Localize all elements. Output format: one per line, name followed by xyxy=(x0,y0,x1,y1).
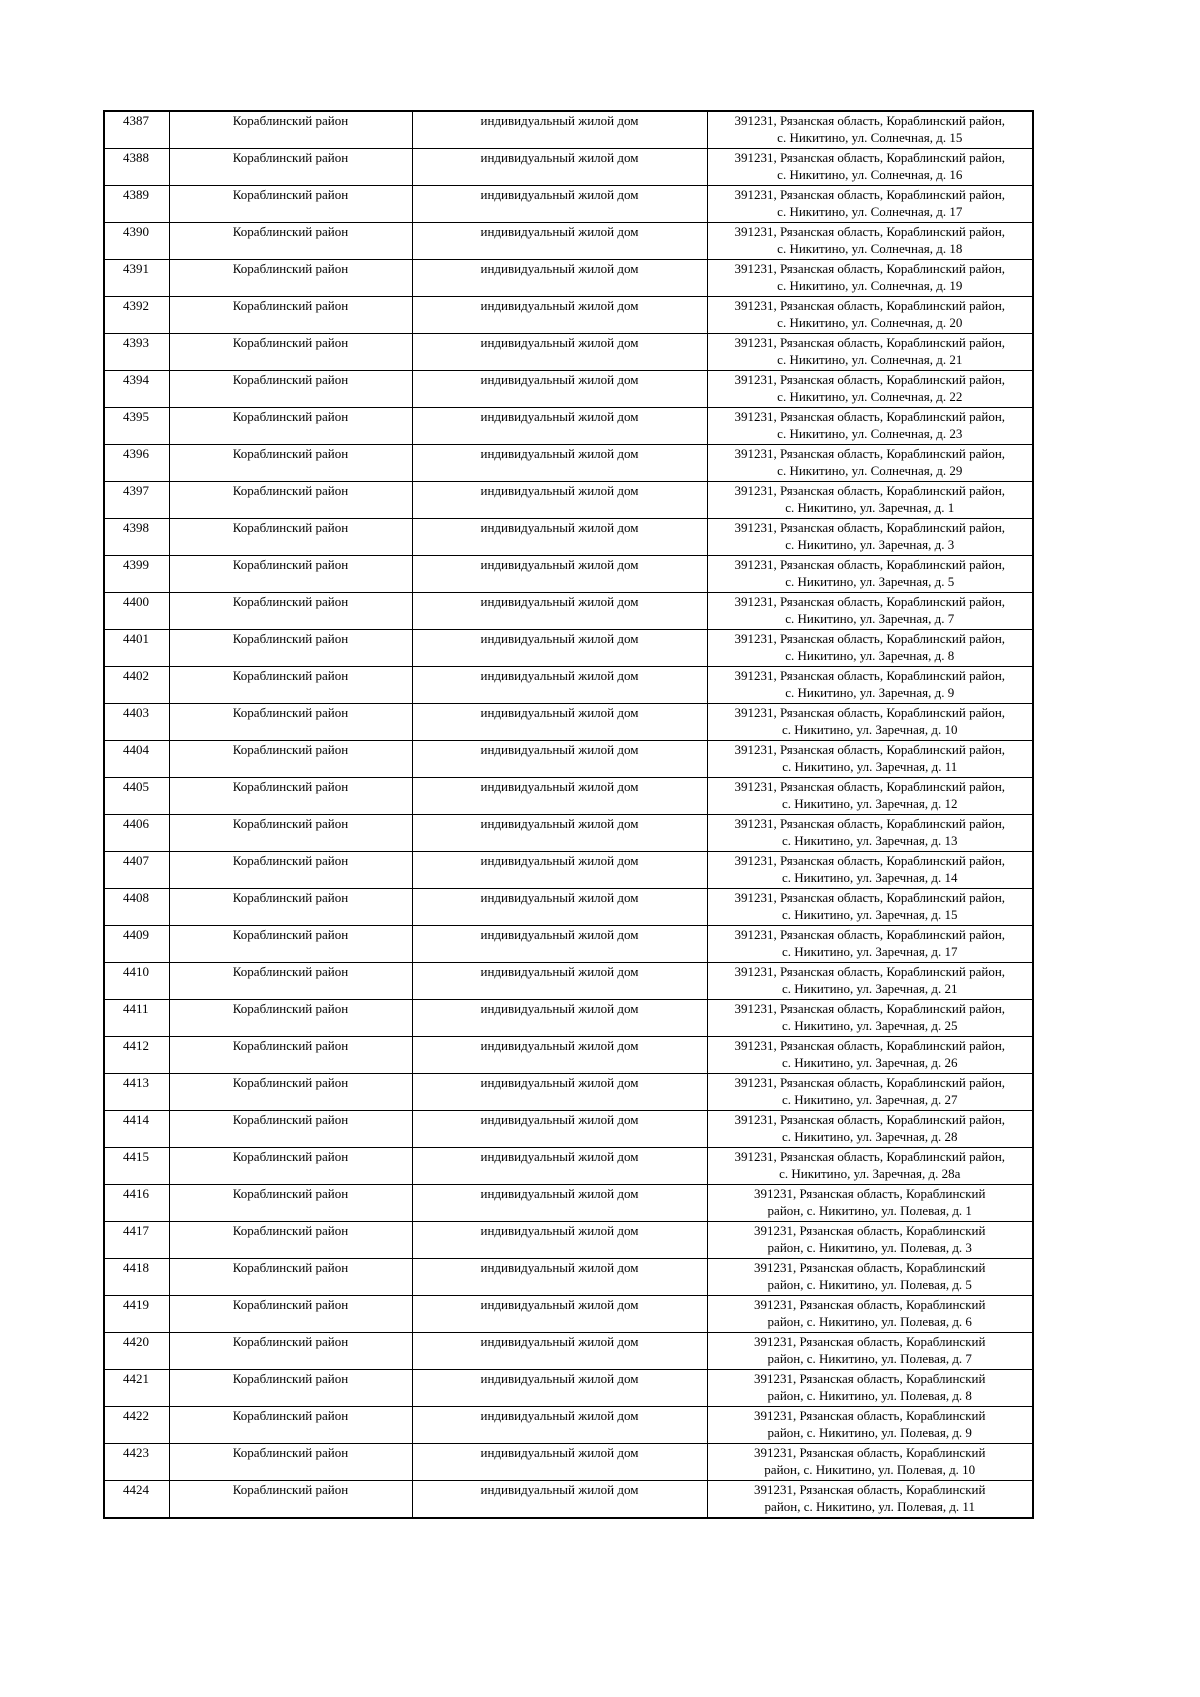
address-line-2: с. Никитино, ул. Солнечная, д. 18 xyxy=(777,241,963,256)
address-cell xyxy=(707,741,1033,778)
row-number: 4416 xyxy=(104,1185,169,1222)
row-number: 4407 xyxy=(104,852,169,889)
address-line-1: 391231, Рязанская область, Кораблинский район, xyxy=(734,1001,1006,1016)
address-line-2: с. Никитино, ул. Заречная, д. 1 xyxy=(785,500,955,515)
table-row xyxy=(104,1370,1033,1407)
address-cell xyxy=(707,778,1033,815)
address-line-2: с. Никитино, ул. Заречная, д. 17 xyxy=(782,944,958,959)
row-number: 4396 xyxy=(104,445,169,482)
address-cell xyxy=(707,630,1033,667)
table-row xyxy=(104,593,1033,630)
address-line-2: с. Никитино, ул. Заречная, д. 5 xyxy=(785,574,955,589)
address-line-2: с. Никитино, ул. Солнечная, д. 16 xyxy=(777,167,963,182)
address-line-2: район, с. Никитино, ул. Полевая, д. 9 xyxy=(767,1425,972,1440)
row-number: 4424 xyxy=(104,1481,169,1519)
object-type-cell: индивидуальный жилой дом xyxy=(412,1185,707,1222)
address-line-1: 391231, Рязанская область, Кораблинский район, xyxy=(734,261,1006,276)
address-line-2: с. Никитино, ул. Заречная, д. 9 xyxy=(785,685,955,700)
address-cell xyxy=(707,1407,1033,1444)
address-line-1: 391231, Рязанская область, Кораблинский район, xyxy=(734,187,1006,202)
district-cell: Кораблинский район xyxy=(169,704,412,741)
object-type-cell: индивидуальный жилой дом xyxy=(412,1000,707,1037)
address-line-1: 391231, Рязанская область, Кораблинский район, xyxy=(734,409,1006,424)
address-cell xyxy=(707,1111,1033,1148)
row-number: 4403 xyxy=(104,704,169,741)
table-row xyxy=(104,556,1033,593)
address-cell xyxy=(707,186,1033,223)
district-cell: Кораблинский район xyxy=(169,926,412,963)
object-type-cell: индивидуальный жилой дом xyxy=(412,556,707,593)
table-row xyxy=(104,1148,1033,1185)
row-number: 4408 xyxy=(104,889,169,926)
address-line-1: 391231, Рязанская область, Кораблинский район, xyxy=(734,1038,1006,1053)
row-number: 4402 xyxy=(104,667,169,704)
object-type-cell: индивидуальный жилой дом xyxy=(412,1111,707,1148)
district-cell: Кораблинский район xyxy=(169,482,412,519)
address-cell xyxy=(707,482,1033,519)
row-number: 4409 xyxy=(104,926,169,963)
table-row xyxy=(104,334,1033,371)
address-line-2: с. Никитино, ул. Заречная, д. 8 xyxy=(785,648,955,663)
address-line-2: с. Никитино, ул. Заречная, д. 11 xyxy=(782,759,958,774)
address-cell xyxy=(707,593,1033,630)
object-type-cell: индивидуальный жилой дом xyxy=(412,186,707,223)
object-type-cell: индивидуальный жилой дом xyxy=(412,1259,707,1296)
row-number: 4400 xyxy=(104,593,169,630)
address-cell xyxy=(707,260,1033,297)
row-number: 4415 xyxy=(104,1148,169,1185)
address-line-1: 391231, Рязанская область, Кораблинский район, xyxy=(734,964,1006,979)
row-number: 4398 xyxy=(104,519,169,556)
address-line-2: район, с. Никитино, ул. Полевая, д. 3 xyxy=(767,1240,972,1255)
row-number: 4414 xyxy=(104,1111,169,1148)
district-cell: Кораблинский район xyxy=(169,1222,412,1259)
address-cell xyxy=(707,334,1033,371)
address-cell xyxy=(707,1037,1033,1074)
object-type-cell: индивидуальный жилой дом xyxy=(412,371,707,408)
district-cell: Кораблинский район xyxy=(169,778,412,815)
row-number: 4423 xyxy=(104,1444,169,1481)
table-row xyxy=(104,297,1033,334)
object-type-cell: индивидуальный жилой дом xyxy=(412,1037,707,1074)
address-line-1: 391231, Рязанская область, Кораблинский район, xyxy=(734,1149,1006,1164)
address-cell xyxy=(707,519,1033,556)
district-cell: Кораблинский район xyxy=(169,1259,412,1296)
address-cell xyxy=(707,1370,1033,1407)
object-type-cell: индивидуальный жилой дом xyxy=(412,778,707,815)
address-line-1: 391231, Рязанская область, Кораблинский xyxy=(754,1297,986,1312)
object-type-cell: индивидуальный жилой дом xyxy=(412,1148,707,1185)
object-type-cell: индивидуальный жилой дом xyxy=(412,223,707,260)
address-line-2: район, с. Никитино, ул. Полевая, д. 1 xyxy=(767,1203,972,1218)
district-cell: Кораблинский район xyxy=(169,1111,412,1148)
object-type-cell: индивидуальный жилой дом xyxy=(412,630,707,667)
table-row xyxy=(104,408,1033,445)
table-row xyxy=(104,371,1033,408)
district-cell: Кораблинский район xyxy=(169,1148,412,1185)
address-cell xyxy=(707,889,1033,926)
table-row xyxy=(104,963,1033,1000)
address-line-1: 391231, Рязанская область, Кораблинский район, xyxy=(734,668,1006,683)
row-number: 4393 xyxy=(104,334,169,371)
object-type-cell: индивидуальный жилой дом xyxy=(412,1407,707,1444)
object-type-cell: индивидуальный жилой дом xyxy=(412,297,707,334)
address-line-2: район, с. Никитино, ул. Полевая, д. 5 xyxy=(767,1277,972,1292)
address-cell xyxy=(707,371,1033,408)
address-cell xyxy=(707,149,1033,186)
address-cell xyxy=(707,1185,1033,1222)
address-line-1: 391231, Рязанская область, Кораблинский район, xyxy=(734,150,1006,165)
row-number: 4417 xyxy=(104,1222,169,1259)
address-line-2: с. Никитино, ул. Заречная, д. 10 xyxy=(782,722,958,737)
object-type-cell: индивидуальный жилой дом xyxy=(412,926,707,963)
address-line-2: с. Никитино, ул. Заречная, д. 3 xyxy=(785,537,955,552)
object-type-cell: индивидуальный жилой дом xyxy=(412,593,707,630)
address-line-1: 391231, Рязанская область, Кораблинский район, xyxy=(734,298,1006,313)
row-number: 4390 xyxy=(104,223,169,260)
district-cell: Кораблинский район xyxy=(169,1074,412,1111)
address-cell xyxy=(707,1481,1033,1519)
object-type-cell: индивидуальный жилой дом xyxy=(412,519,707,556)
address-line-2: с. Никитино, ул. Заречная, д. 7 xyxy=(785,611,955,626)
object-type-cell: индивидуальный жилой дом xyxy=(412,1370,707,1407)
registry-table xyxy=(103,110,1034,1519)
district-cell: Кораблинский район xyxy=(169,556,412,593)
row-number: 4397 xyxy=(104,482,169,519)
row-number: 4413 xyxy=(104,1074,169,1111)
table-row xyxy=(104,741,1033,778)
table-row xyxy=(104,1259,1033,1296)
row-number: 4399 xyxy=(104,556,169,593)
address-line-2: с. Никитино, ул. Солнечная, д. 20 xyxy=(777,315,963,330)
table-row xyxy=(104,815,1033,852)
object-type-cell: индивидуальный жилой дом xyxy=(412,1222,707,1259)
address-cell xyxy=(707,926,1033,963)
address-cell xyxy=(707,963,1033,1000)
district-cell: Кораблинский район xyxy=(169,186,412,223)
district-cell: Кораблинский район xyxy=(169,1037,412,1074)
district-cell: Кораблинский район xyxy=(169,1333,412,1370)
table-row xyxy=(104,1222,1033,1259)
address-line-2: с. Никитино, ул. Заречная, д. 14 xyxy=(782,870,958,885)
district-cell: Кораблинский район xyxy=(169,963,412,1000)
table-row xyxy=(104,1333,1033,1370)
table-row xyxy=(104,778,1033,815)
row-number: 4387 xyxy=(104,111,169,149)
address-line-1: 391231, Рязанская область, Кораблинский район, xyxy=(734,1112,1006,1127)
district-cell: Кораблинский район xyxy=(169,149,412,186)
object-type-cell: индивидуальный жилой дом xyxy=(412,445,707,482)
table-row xyxy=(104,889,1033,926)
address-line-1: 391231, Рязанская область, Кораблинский xyxy=(754,1260,986,1275)
row-number: 4418 xyxy=(104,1259,169,1296)
table-row xyxy=(104,1074,1033,1111)
table-row xyxy=(104,445,1033,482)
address-cell xyxy=(707,1148,1033,1185)
object-type-cell: индивидуальный жилой дом xyxy=(412,334,707,371)
address-line-2: с. Никитино, ул. Солнечная, д. 19 xyxy=(777,278,963,293)
row-number: 4388 xyxy=(104,149,169,186)
district-cell: Кораблинский район xyxy=(169,630,412,667)
address-line-2: с. Никитино, ул. Заречная, д. 28а xyxy=(779,1166,961,1181)
table-row xyxy=(104,149,1033,186)
row-number: 4389 xyxy=(104,186,169,223)
address-line-2: с. Никитино, ул. Заречная, д. 28 xyxy=(782,1129,958,1144)
table-row xyxy=(104,1444,1033,1481)
table-row xyxy=(104,630,1033,667)
table-row xyxy=(104,1111,1033,1148)
address-cell xyxy=(707,815,1033,852)
address-line-1: 391231, Рязанская область, Кораблинский xyxy=(754,1186,986,1201)
object-type-cell: индивидуальный жилой дом xyxy=(412,482,707,519)
row-number: 4410 xyxy=(104,963,169,1000)
address-line-2: район, с. Никитино, ул. Полевая, д. 10 xyxy=(764,1462,976,1477)
address-line-1: 391231, Рязанская область, Кораблинский район, xyxy=(734,372,1006,387)
district-cell: Кораблинский район xyxy=(169,741,412,778)
address-cell xyxy=(707,1259,1033,1296)
district-cell: Кораблинский район xyxy=(169,223,412,260)
row-number: 4394 xyxy=(104,371,169,408)
table-row xyxy=(104,667,1033,704)
address-line-2: с. Никитино, ул. Солнечная, д. 21 xyxy=(777,352,963,367)
address-cell xyxy=(707,223,1033,260)
district-cell: Кораблинский район xyxy=(169,111,412,149)
address-cell xyxy=(707,1074,1033,1111)
row-number: 4412 xyxy=(104,1037,169,1074)
address-line-1: 391231, Рязанская область, Кораблинский xyxy=(754,1482,986,1497)
district-cell: Кораблинский район xyxy=(169,1444,412,1481)
address-line-1: 391231, Рязанская область, Кораблинский район, xyxy=(734,927,1006,942)
table-row xyxy=(104,1481,1033,1519)
row-number: 4395 xyxy=(104,408,169,445)
address-line-1: 391231, Рязанская область, Кораблинский xyxy=(754,1371,986,1386)
address-line-2: с. Никитино, ул. Заречная, д. 26 xyxy=(782,1055,958,1070)
address-line-1: 391231, Рязанская область, Кораблинский район, xyxy=(734,483,1006,498)
district-cell: Кораблинский район xyxy=(169,1407,412,1444)
address-line-2: с. Никитино, ул. Солнечная, д. 15 xyxy=(777,130,963,145)
address-cell xyxy=(707,1296,1033,1333)
address-line-1: 391231, Рязанская область, Кораблинский xyxy=(754,1334,986,1349)
address-line-2: с. Никитино, ул. Заречная, д. 13 xyxy=(782,833,958,848)
object-type-cell: индивидуальный жилой дом xyxy=(412,889,707,926)
address-cell xyxy=(707,1444,1033,1481)
row-number: 4421 xyxy=(104,1370,169,1407)
object-type-cell: индивидуальный жилой дом xyxy=(412,111,707,149)
table-row xyxy=(104,260,1033,297)
address-line-2: район, с. Никитино, ул. Полевая, д. 11 xyxy=(764,1499,975,1514)
row-number: 4392 xyxy=(104,297,169,334)
district-cell: Кораблинский район xyxy=(169,445,412,482)
district-cell: Кораблинский район xyxy=(169,1481,412,1519)
table-row xyxy=(104,186,1033,223)
address-line-2: район, с. Никитино, ул. Полевая, д. 7 xyxy=(767,1351,972,1366)
address-line-1: 391231, Рязанская область, Кораблинский район, xyxy=(734,705,1006,720)
address-line-1: 391231, Рязанская область, Кораблинский район, xyxy=(734,779,1006,794)
address-line-2: с. Никитино, ул. Заречная, д. 15 xyxy=(782,907,958,922)
object-type-cell: индивидуальный жилой дом xyxy=(412,408,707,445)
row-number: 4391 xyxy=(104,260,169,297)
address-cell xyxy=(707,1333,1033,1370)
object-type-cell: индивидуальный жилой дом xyxy=(412,741,707,778)
address-cell xyxy=(707,408,1033,445)
address-line-2: с. Никитино, ул. Заречная, д. 12 xyxy=(782,796,958,811)
address-line-1: 391231, Рязанская область, Кораблинский район, xyxy=(734,890,1006,905)
row-number: 4404 xyxy=(104,741,169,778)
address-line-1: 391231, Рязанская область, Кораблинский район, xyxy=(734,446,1006,461)
district-cell: Кораблинский район xyxy=(169,815,412,852)
district-cell: Кораблинский район xyxy=(169,1296,412,1333)
address-line-1: 391231, Рязанская область, Кораблинский район, xyxy=(734,557,1006,572)
address-line-2: с. Никитино, ул. Заречная, д. 25 xyxy=(782,1018,958,1033)
row-number: 4405 xyxy=(104,778,169,815)
address-line-2: с. Никитино, ул. Солнечная, д. 23 xyxy=(777,426,963,441)
address-line-2: район, с. Никитино, ул. Полевая, д. 8 xyxy=(767,1388,972,1403)
district-cell: Кораблинский район xyxy=(169,1000,412,1037)
address-line-1: 391231, Рязанская область, Кораблинский район, xyxy=(734,816,1006,831)
district-cell: Кораблинский район xyxy=(169,593,412,630)
row-number: 4401 xyxy=(104,630,169,667)
address-line-1: 391231, Рязанская область, Кораблинский район, xyxy=(734,594,1006,609)
address-line-1: 391231, Рязанская область, Кораблинский район, xyxy=(734,520,1006,535)
table-row xyxy=(104,1000,1033,1037)
district-cell: Кораблинский район xyxy=(169,334,412,371)
address-cell xyxy=(707,704,1033,741)
object-type-cell: индивидуальный жилой дом xyxy=(412,704,707,741)
district-cell: Кораблинский район xyxy=(169,889,412,926)
registry-table-body xyxy=(104,111,1033,1518)
object-type-cell: индивидуальный жилой дом xyxy=(412,1333,707,1370)
address-line-1: 391231, Рязанская область, Кораблинский xyxy=(754,1445,986,1460)
object-type-cell: индивидуальный жилой дом xyxy=(412,1296,707,1333)
table-row xyxy=(104,926,1033,963)
address-cell xyxy=(707,556,1033,593)
address-line-2: с. Никитино, ул. Солнечная, д. 17 xyxy=(777,204,963,219)
address-line-2: с. Никитино, ул. Солнечная, д. 29 xyxy=(777,463,963,478)
object-type-cell: индивидуальный жилой дом xyxy=(412,1481,707,1519)
address-line-1: 391231, Рязанская область, Кораблинский район, xyxy=(734,853,1006,868)
table-row xyxy=(104,1296,1033,1333)
address-line-1: 391231, Рязанская область, Кораблинский район, xyxy=(734,631,1006,646)
address-cell xyxy=(707,111,1033,149)
address-line-1: 391231, Рязанская область, Кораблинский район, xyxy=(734,113,1006,128)
object-type-cell: индивидуальный жилой дом xyxy=(412,1444,707,1481)
object-type-cell: индивидуальный жилой дом xyxy=(412,852,707,889)
address-line-1: 391231, Рязанская область, Кораблинский район, xyxy=(734,335,1006,350)
table-row xyxy=(104,704,1033,741)
object-type-cell: индивидуальный жилой дом xyxy=(412,260,707,297)
address-cell xyxy=(707,1222,1033,1259)
table-row xyxy=(104,1185,1033,1222)
district-cell: Кораблинский район xyxy=(169,667,412,704)
address-cell xyxy=(707,667,1033,704)
address-line-2: с. Никитино, ул. Солнечная, д. 22 xyxy=(777,389,963,404)
address-line-1: 391231, Рязанская область, Кораблинский район, xyxy=(734,742,1006,757)
row-number: 4411 xyxy=(104,1000,169,1037)
district-cell: Кораблинский район xyxy=(169,1370,412,1407)
address-cell xyxy=(707,1000,1033,1037)
address-line-1: 391231, Рязанская область, Кораблинский xyxy=(754,1408,986,1423)
address-cell xyxy=(707,445,1033,482)
row-number: 4406 xyxy=(104,815,169,852)
district-cell: Кораблинский район xyxy=(169,297,412,334)
district-cell: Кораблинский район xyxy=(169,1185,412,1222)
address-line-1: 391231, Рязанская область, Кораблинский район, xyxy=(734,224,1006,239)
table-row xyxy=(104,223,1033,260)
table-row xyxy=(104,852,1033,889)
row-number: 4422 xyxy=(104,1407,169,1444)
address-line-1: 391231, Рязанская область, Кораблинский xyxy=(754,1223,986,1238)
district-cell: Кораблинский район xyxy=(169,408,412,445)
address-line-2: с. Никитино, ул. Заречная, д. 21 xyxy=(782,981,958,996)
district-cell: Кораблинский район xyxy=(169,519,412,556)
object-type-cell: индивидуальный жилой дом xyxy=(412,1074,707,1111)
table-row xyxy=(104,1407,1033,1444)
object-type-cell: индивидуальный жилой дом xyxy=(412,667,707,704)
object-type-cell: индивидуальный жилой дом xyxy=(412,149,707,186)
address-line-2: район, с. Никитино, ул. Полевая, д. 6 xyxy=(767,1314,972,1329)
object-type-cell: индивидуальный жилой дом xyxy=(412,963,707,1000)
object-type-cell: индивидуальный жилой дом xyxy=(412,815,707,852)
address-line-1: 391231, Рязанская область, Кораблинский район, xyxy=(734,1075,1006,1090)
row-number: 4419 xyxy=(104,1296,169,1333)
table-row xyxy=(104,111,1033,149)
address-cell xyxy=(707,852,1033,889)
district-cell: Кораблинский район xyxy=(169,852,412,889)
row-number: 4420 xyxy=(104,1333,169,1370)
district-cell: Кораблинский район xyxy=(169,260,412,297)
table-row xyxy=(104,482,1033,519)
table-row xyxy=(104,519,1033,556)
address-line-2: с. Никитино, ул. Заречная, д. 27 xyxy=(782,1092,958,1107)
table-row xyxy=(104,1037,1033,1074)
address-cell xyxy=(707,297,1033,334)
district-cell: Кораблинский район xyxy=(169,371,412,408)
